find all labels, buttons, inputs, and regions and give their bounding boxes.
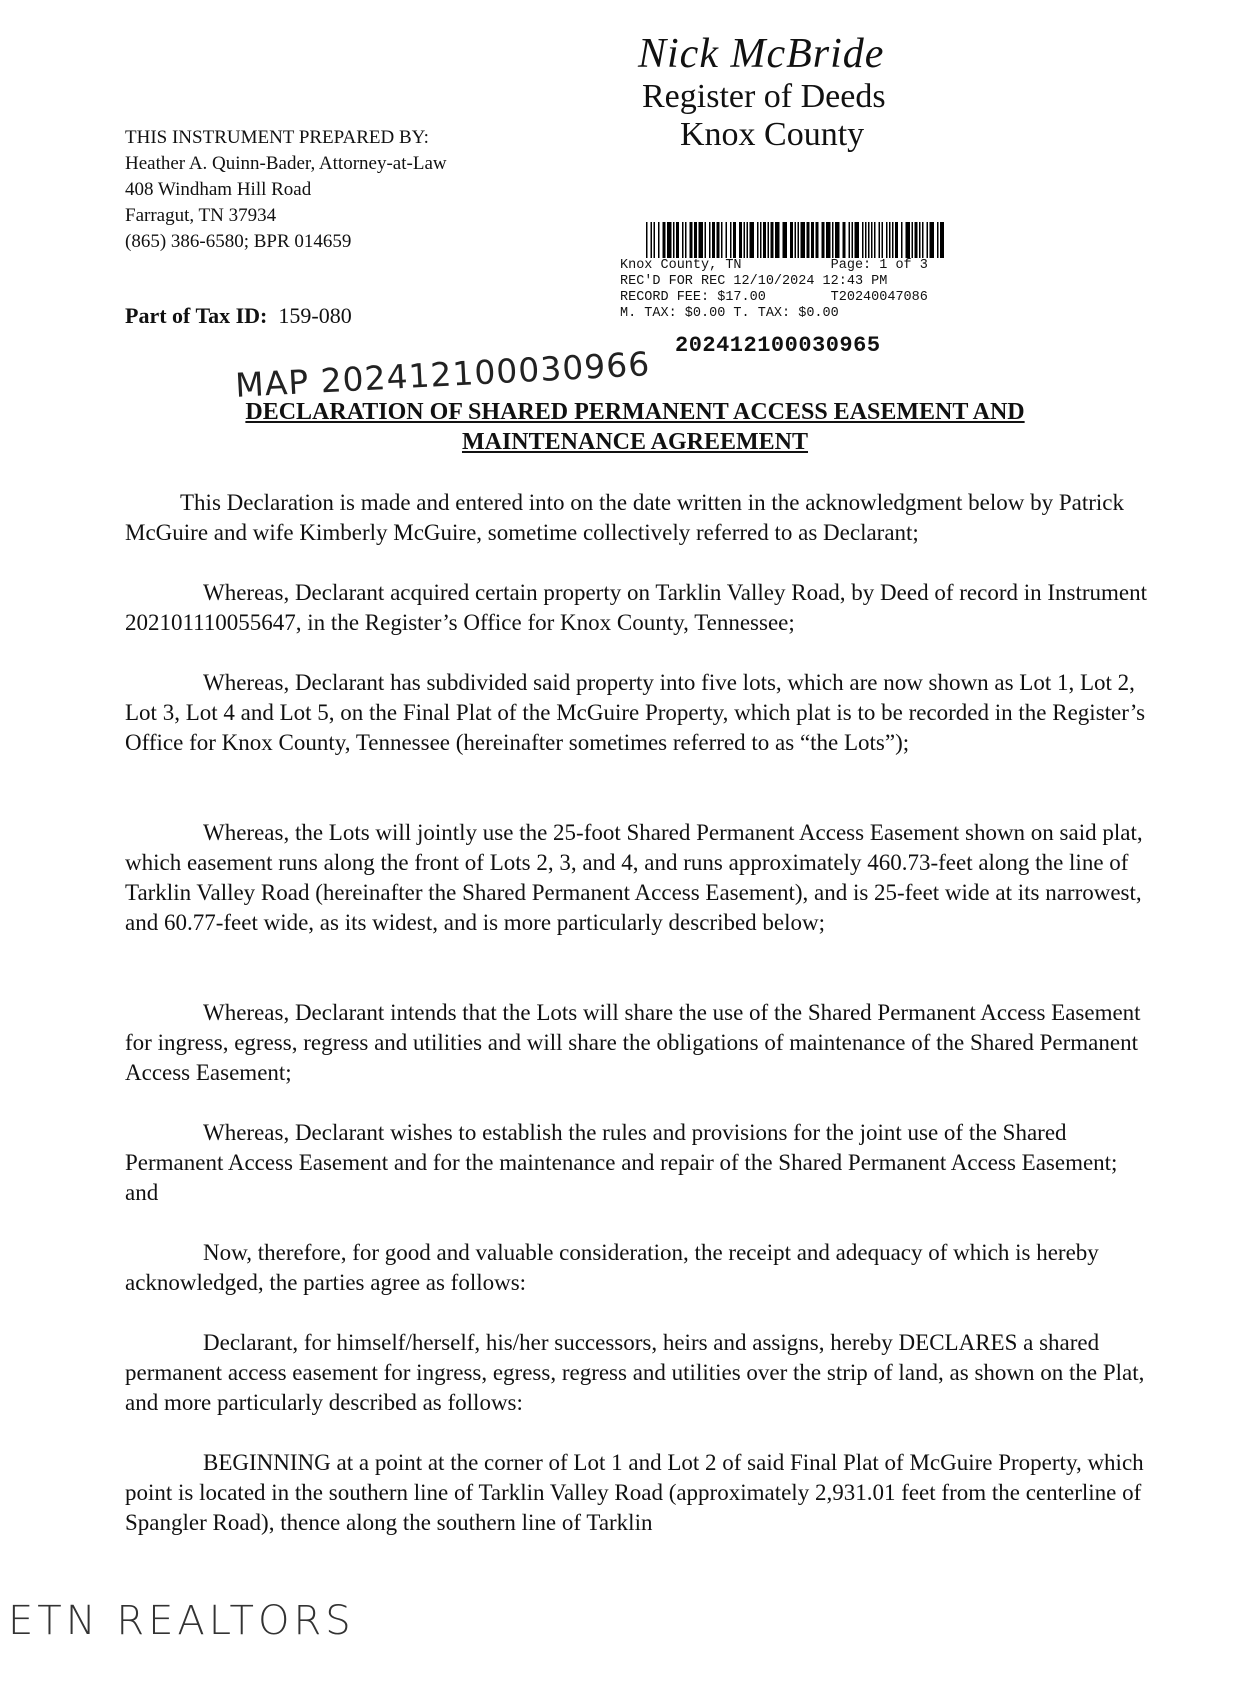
barcode-bar [757, 222, 759, 258]
paragraph-4 [125, 818, 1155, 938]
barcode-bar [699, 222, 704, 258]
barcode-bar [790, 222, 793, 258]
barcode-bar [871, 222, 873, 258]
preparer-heading: THIS INSTRUMENT PREPARED BY: [125, 127, 429, 148]
instrument-number: 202412100030965 [675, 333, 881, 358]
preparer-name: Heather A. Quinn-Bader, Attorney-at-Law [125, 153, 447, 174]
barcode-bar [816, 222, 819, 258]
realtor-watermark: ETN REALTORS [8, 1598, 355, 1644]
barcode-bar [892, 222, 894, 258]
register-county: Knox County [680, 116, 865, 153]
barcode-bar [915, 222, 918, 258]
document-title-line2: MAINTENANCE AGREEMENT [461, 429, 809, 455]
barcode-bar [646, 222, 648, 258]
barcode-bar [744, 222, 746, 258]
paragraph-8 [125, 1328, 1155, 1418]
barcode-bar [730, 222, 732, 258]
paragraph-4-text: Whereas, the Lots will jointly use the 25-foot Shared Permanent Access Easement shown on said plat, which easement runs along the front of Lots 2, 3, and 4, and runs approximately 460.73-feet along the line of Tarklin Valley Road (hereinafter the Shared Permanent Access Easement), and is 25-feet wide at its narrowest, and 60.77-feet wide, as its widest, and is more particularly described below; [125, 820, 1143, 935]
barcode-icon [646, 222, 944, 258]
barcode-bar [862, 222, 864, 258]
tax-id-label: Part of Tax ID: [125, 303, 268, 328]
barcode-bar [822, 222, 825, 258]
barcode-bar [906, 222, 911, 258]
paragraph-2-text: Whereas, Declarant acquired certain property on Tarklin Valley Road, by Deed of record in Instrument 202101110055647, in the Register’s Office for Knox County, Tennessee; [125, 580, 1148, 635]
barcode-bar [937, 222, 939, 258]
barcode-bar [919, 222, 921, 258]
barcode-bar [912, 222, 914, 258]
barcode-bar [901, 222, 903, 258]
tax-id [125, 303, 352, 329]
barcode-bar [855, 222, 860, 258]
barcode-bar [807, 222, 810, 258]
barcode-bar [849, 222, 851, 258]
barcode-bar [868, 222, 870, 258]
barcode-bar [712, 222, 715, 258]
paragraph-5 [125, 998, 1155, 1088]
barcode-bar [768, 222, 770, 258]
barcode-bar [760, 222, 762, 258]
recording-info [620, 258, 928, 322]
paragraph-2 [125, 578, 1155, 638]
barcode-bar [733, 222, 736, 258]
barcode-bar [801, 222, 806, 258]
barcode-bar [685, 222, 687, 258]
barcode-bar [874, 222, 876, 258]
preparer-address-line1: 408 Windham Hill Road [125, 179, 312, 200]
paragraph-7 [125, 1238, 1155, 1298]
barcode-bar [676, 222, 679, 258]
barcode-bar [709, 222, 711, 258]
register-stamp [600, 30, 960, 154]
barcode-bar [843, 222, 846, 258]
paragraph-7-text: Now, therefore, for good and valuable consideration, the receipt and adequacy of which is hereby acknowledged, the parties agree as follows: [125, 1240, 1099, 1295]
barcode-bar [721, 222, 723, 258]
barcode-bar [795, 222, 797, 258]
barcode-bar [882, 222, 884, 258]
recording-line4: M. TAX: $0.00 T. TAX: $0.00 [620, 306, 839, 321]
handwritten-map-note: MAP 202412100030966 [234, 344, 652, 405]
barcode-bar [763, 222, 766, 258]
barcode-bar [886, 222, 888, 258]
barcode-bar [651, 222, 653, 258]
barcode-bar [811, 222, 814, 258]
barcode-bar [865, 222, 867, 258]
recording-line2: REC'D FOR REC 12/10/2024 12:43 PM [620, 274, 888, 289]
paragraph-1-text: This Declaration is made and entered into on the date written in the acknowledgment below by Patrick McGuire and wife Kimberly McGuire, sometime collectively referred to as Declarant; [125, 490, 1124, 545]
paragraph-8-text: Declarant, for himself/herself, his/her successors, heirs and assigns, hereby DECLARES a shared permanent access easement for ingress, egress, regress and utilities over the strip of land, as shown on the Plat, and more particularly described as follows: [125, 1330, 1145, 1415]
paragraph-1 [125, 488, 1155, 548]
barcode-bar [717, 222, 720, 258]
paragraph-6-text: Whereas, Declarant wishes to establish the rules and provisions for the joint use of the Shared Permanent Access Easement and for the maintenance and repair of the Shared Permanent Access Easement; and [125, 1120, 1118, 1205]
document-title-line1: DECLARATION OF SHARED PERMANENT ACCESS EASEMENT AND [245, 399, 1025, 425]
barcode-bar [690, 222, 693, 258]
barcode-bar [927, 222, 929, 258]
preparer-phone: (865) 386-6580; BPR 014659 [125, 231, 352, 252]
preparer-block [125, 125, 447, 255]
barcode-bar [835, 222, 840, 258]
barcode-bar [798, 222, 800, 258]
paragraph-5-text: Whereas, Declarant intends that the Lots will share the use of the Shared Permanent Access Easement for ingress, egress, regress and utilities and will share the obligations of maintenance of the Shared Permanent Access Easement; [125, 1000, 1141, 1085]
barcode-bar [739, 222, 742, 258]
paragraph-3 [125, 668, 1155, 758]
barcode-bar [654, 222, 656, 258]
barcode-bar [879, 222, 881, 258]
barcode-bar [771, 222, 774, 258]
barcode-bar [747, 222, 749, 258]
barcode-bar [667, 222, 672, 258]
barcode-bar [832, 222, 834, 258]
barcode-bar [889, 222, 891, 258]
barcode-bar [922, 222, 924, 258]
barcode-bar [673, 222, 675, 258]
register-office: Register of Deeds [642, 78, 886, 115]
barcode-bar [783, 222, 788, 258]
barcode-bar [682, 222, 684, 258]
barcode-bar [930, 222, 935, 258]
paragraph-9-text: BEGINNING at a point at the corner of Lot 1 and Lot 2 of said Final Plat of McGuire Property, which point is located in the southern line of Tarklin Valley Road (approximately 2,931.01 feet from the centerline of Spangler Road), thence along the southern line of Tarklin [125, 1450, 1144, 1535]
paragraph-3-text: Whereas, Declarant has subdivided said property into five lots, which are now shown as Lot 1, Lot 2, Lot 3, Lot 4 and Lot 5, on the Final Plat of the McGuire Property, which plat is to be recorded in the Register’s Office for Knox County, Tennessee (hereinafter sometimes referred to as “the Lots”); [125, 670, 1146, 755]
register-name: Nick McBride [638, 31, 885, 77]
barcode-bar [658, 222, 660, 258]
barcode-bar [852, 222, 854, 258]
recording-line1: Knox County, TN Page: 1 of 3 [620, 258, 928, 273]
barcode-bar [694, 222, 697, 258]
barcode-bar [726, 222, 728, 258]
preparer-address-line2: Farragut, TN 37934 [125, 205, 277, 226]
barcode-bar [895, 222, 898, 258]
tax-id-value: 159-080 [278, 303, 352, 328]
recording-line3: RECORD FEE: $17.00 T20240047086 [620, 290, 928, 305]
barcode-bar [705, 222, 707, 258]
paragraph-6 [125, 1118, 1155, 1208]
barcode-bar [940, 222, 944, 258]
barcode-bar [775, 222, 780, 258]
paragraph-9 [125, 1448, 1155, 1538]
barcode-bar [663, 222, 666, 258]
barcode-bar [826, 222, 831, 258]
barcode-bar [750, 222, 755, 258]
